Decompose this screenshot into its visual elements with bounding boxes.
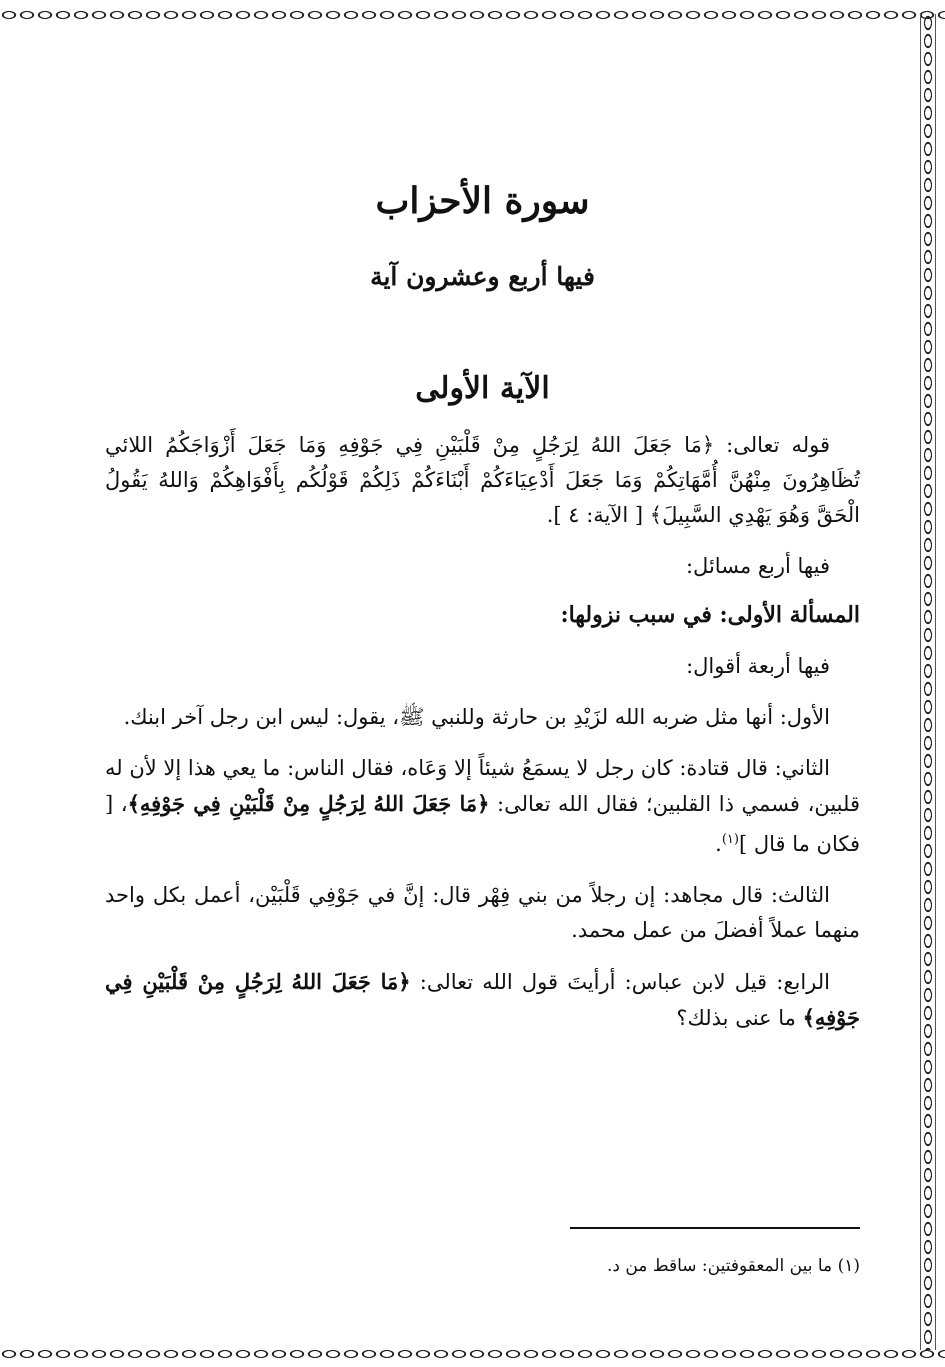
surah-title: سورة الأحزاب [375,180,590,222]
top-ornamental-border [0,4,945,26]
qawl-fourth-tail: ما عنى بذلك؟ [676,1006,803,1030]
qawl-fourth-text: الرابع: قيل لابن عباس: أرأيتَ قول الله تعالى: [410,970,830,994]
footnote: (١) ما بين المعقوفتين: ساقط من د. [606,1256,860,1276]
verse-quran-text: ﴿مَا جَعَلَ اللهُ لِرَجُلٍ مِنْ قَلْبَيْنِ فِي جَوْفِهِ وَمَا جَعَلَ أَزْوَاجَكُمُ اللائي تُظَاهِرُونَ مِنْهُنَّ أُمَّهَاتِكُمْ وَمَا جَعَلَ أَدْعِيَاءَكُمْ أَبْنَاءَكُمْ ذَلِكُمْ قَوْلُكُم بِأَفْوَاهِكُمْ وَاللهُ يَقُولُ الْحَقَّ وَهُوَ يَهْدِي السَّبِيلَ﴾ [105,433,860,527]
qawl-fourth-quran: ﴿مَا جَعَلَ اللهُ لِرَجُلٍ مِنْ قَلْبَيْنِ فِي جَوْفِهِ﴾ [105,969,860,1030]
qawl-second [105,751,860,862]
verse-reference: [ الآية: ٤ ]. [546,503,650,527]
aqwal-intro: فيها أربعة أقوال: [686,654,830,678]
verse-paragraph [105,428,860,533]
masala-heading: المسألة الأولى: في سبب نزولها: [560,602,860,628]
bottom-ornamental-border [0,1343,945,1365]
masail-intro: فيها أربع مسائل: [685,554,830,578]
footnote-divider [570,1227,860,1229]
qawl-first: الأول: أنها مثل ضربه الله لزَيْدِ بن حارثة وللنبي ﷺ، يقول: ليس ابن رجل آخر ابنك. [123,705,830,729]
page-body [105,180,860,1036]
qawl-second-text: الثاني: قال قتادة: كان رجل لا يسمَعُ شيئاً إلا وَعَاه، فقال الناس: ما يعي هذا إلا لأن له قلبين، فسمي ذا القلبين؛ فقال الله تعالى: [105,756,861,816]
qawl-third: الثالث: قال مجاهد: إن رجلاً من بني فِهْر قال: إنَّ في جَوْفِي قَلْبَيْن، أعمل بكل واحد منهما عملاً أفضلَ من عمل محمد. [105,883,860,942]
verse-intro: قوله تعالى: [714,433,830,457]
qawl-second-end: . [715,832,722,856]
qawl-fourth [105,964,860,1036]
ayah-title: الآية الأولى [415,371,550,406]
qawl-second-tail: ، [ فكان ما قال ] [105,792,860,856]
surah-subtitle: فيها أربع وعشرون آية [370,262,595,291]
right-ornamental-border [917,14,939,1350]
footnote-marker: (١) [721,832,739,847]
qawl-second-quran: ﴿مَا جَعَلَ اللهُ لِرَجُلٍ مِنْ قَلْبَيْنِ فِي جَوْفِهِ﴾ [127,791,490,816]
